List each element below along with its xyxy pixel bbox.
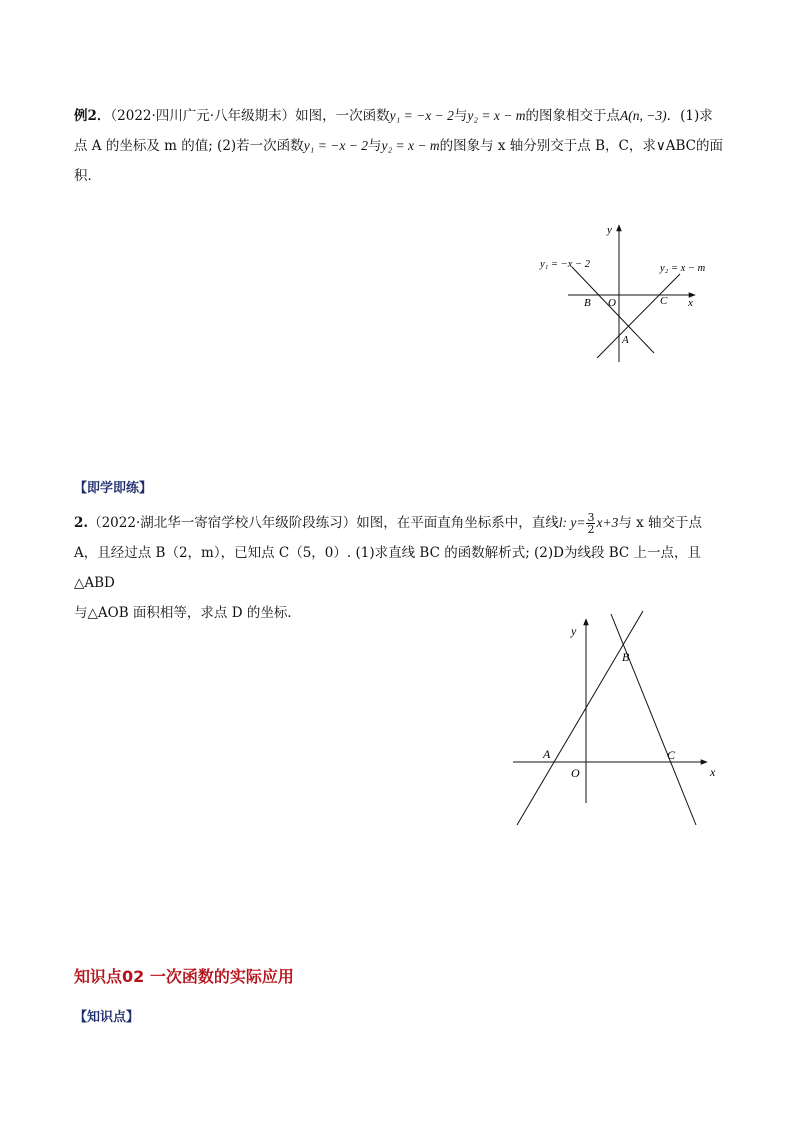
label-a: A — [622, 334, 629, 346]
example2-source: （2022·四川广元·八年级期末） — [110, 108, 296, 124]
example2-text: ．(1)求 — [666, 108, 713, 124]
label-o: O — [608, 297, 616, 309]
section-title: 知识点02 一次函数的实际应用 — [74, 967, 294, 986]
line-y1 — [572, 267, 654, 353]
fraction — [586, 512, 595, 535]
exercise2-label: 2. — [74, 515, 89, 531]
example2-text: 与 — [367, 138, 382, 154]
label-y-axis: y — [607, 224, 612, 236]
equation-y1: y₁ = −x − 2 — [303, 138, 368, 153]
line-bc — [611, 614, 696, 825]
label-y2: y₂ = x − m — [660, 263, 706, 274]
line-y2 — [597, 274, 680, 358]
example2-label: 例2． — [74, 108, 111, 124]
example2-text: 如图，一次函数 — [295, 108, 390, 124]
label-b: B — [622, 650, 630, 664]
example2-text: 与 — [453, 108, 468, 124]
example2-line2 — [74, 131, 724, 161]
exercise2-text: 与 x 轴交于点 — [618, 515, 703, 531]
label-b: B — [584, 297, 591, 309]
equation-y2: y₂ = x − m — [467, 108, 526, 123]
example2-text: 的图象与 x 轴分别交于点 B，C，求∨ABC的面 — [439, 138, 723, 154]
line-l — [517, 611, 643, 825]
label-y-axis: y — [571, 624, 577, 638]
exercise2-text: （2022·湖北华一寄宿学校八年级阶段练习）如图，在平面直角坐标系中，直线 — [88, 515, 559, 531]
exercise2-line3: 与△AOB 面积相等，求点 D 的坐标． — [74, 605, 301, 621]
fraction-numerator: 3 — [587, 511, 595, 524]
label-x-axis: x — [710, 765, 716, 779]
figure1-graph — [520, 215, 740, 365]
figure2-graph — [505, 605, 735, 830]
equation-y2: y₂ = x − m — [381, 138, 440, 153]
label-a: A — [543, 747, 551, 761]
label-x-axis: x — [688, 297, 693, 309]
practice-tag: 【即学即练】 — [74, 481, 153, 496]
exercise2-line1 — [74, 508, 724, 538]
label-y1: y₁ = −x − 2 — [540, 259, 590, 270]
fraction-denominator: 2 — [587, 523, 595, 536]
equation-l-tail: x+3 — [596, 515, 619, 530]
example2-line3: 积． — [74, 168, 101, 184]
example2-text: 点 A 的坐标及 m 的值; (2)若一次函数 — [74, 138, 304, 154]
example2-text: 的图象相交于点 — [525, 108, 621, 124]
point-a: A(n, −3) — [620, 108, 667, 123]
knowledge-tag: 【知识点】 — [74, 1010, 140, 1025]
equation-l-lead: l: y= — [558, 515, 586, 530]
equation-y1: y₁ = −x − 2 — [389, 108, 454, 123]
label-c: C — [667, 748, 676, 762]
exercise2-line2: A，且经过点 B（2，m），已知点 C（5，0）. (1)求直线 BC 的函数解析式; (2)D为线段 BC 上一点，且△ABD — [74, 545, 702, 591]
example2-line1 — [74, 101, 724, 131]
example2-paragraph — [74, 101, 724, 191]
label-o: O — [571, 766, 580, 780]
label-c: C — [660, 295, 668, 307]
